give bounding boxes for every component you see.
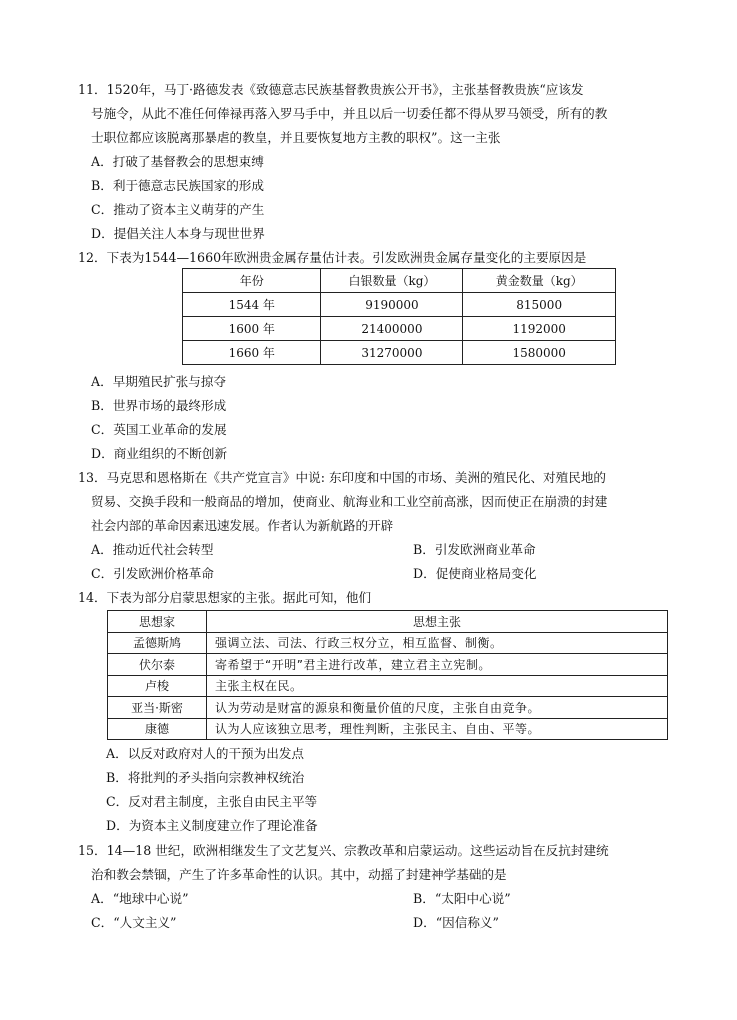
table-cell: 1544 年 <box>183 293 321 317</box>
q15-option-c: C．“人文主义” <box>91 915 177 930</box>
table-header-cell: 年份 <box>183 269 321 293</box>
q14-option-a: A．以反对政府对人的干预为出发点 <box>106 746 305 761</box>
table-cell: 寄希望于“开明”君主进行改革，建立君主立宪制。 <box>207 654 668 676</box>
q14-option-b: B．将批判的矛头指向宗教神权统治 <box>106 770 305 785</box>
table-cell: 伏尔泰 <box>108 654 207 676</box>
table-cell: 1580000 <box>463 341 616 365</box>
table-cell: 1192000 <box>463 317 616 341</box>
table-cell: 21400000 <box>321 317 463 341</box>
table-cell: 815000 <box>463 293 616 317</box>
table-row <box>108 697 668 719</box>
table-header-cell: 思想家 <box>108 611 207 633</box>
table-row <box>108 718 668 740</box>
q11-stem-line-1: 11．1520年，马丁·路德发表《致德意志民族基督教贵族公开书》，主张基督教贵族“应该发 <box>78 82 584 97</box>
q11-option-d: D．提倡关注人本身与现世世界 <box>91 226 265 241</box>
q13-option-b: B．引发欧洲商业革命 <box>413 542 536 557</box>
q11-option-a: A．打破了基督教会的思想束缚 <box>91 154 264 169</box>
q12-option-c: C．英国工业革命的发展 <box>91 422 227 437</box>
q14-stem: 14．下表为部分启蒙思想家的主张。据此可知，他们 <box>78 590 372 605</box>
q15-stem-line-2: 治和教会禁锢，产生了许多革命性的认识。其中，动摇了封建神学基础的是 <box>91 867 507 882</box>
table-header-cell: 黄金数量（kg） <box>463 269 616 293</box>
table-cell: 康德 <box>108 718 207 740</box>
q12-option-a: A．早期殖民扩张与掠夺 <box>91 374 227 389</box>
table-cell: 9190000 <box>321 293 463 317</box>
q12-option-d: D．商业组织的不断创新 <box>91 446 228 461</box>
q13-stem-line-3: 社会内部的革命因素迅速发展。作者认为新航路的开辟 <box>91 518 394 533</box>
q15-option-b: B．“太阳中心说” <box>413 891 511 906</box>
table-cell: 亚当·斯密 <box>108 697 207 719</box>
q12-table <box>182 268 616 365</box>
q12-stem: 12．下表为1544—1660年欧洲贵金属存量估计表。引发欧洲贵金属存量变化的主要原因是 <box>78 250 587 265</box>
table-row <box>183 317 616 341</box>
q13-option-d: D．促使商业格局变化 <box>413 566 537 581</box>
table-header-cell: 白银数量（kg） <box>321 269 463 293</box>
q15-stem-line-1: 15．14—18 世纪，欧洲相继发生了文艺复兴、宗教改革和启蒙运动。这些运动旨在反抗封建统 <box>78 843 609 858</box>
q11-option-c: C．推动了资本主义萌芽的产生 <box>91 202 265 217</box>
q13-option-c: C．引发欧洲价格革命 <box>91 566 214 581</box>
table-header-row <box>183 269 616 293</box>
q13-option-a: A．推动近代社会转型 <box>91 542 214 557</box>
q14-table <box>107 610 668 740</box>
table-row <box>183 341 616 365</box>
q11-option-b: B．利于德意志民族国家的形成 <box>91 178 264 193</box>
q14-option-c: C．反对君主制度，主张自由民主平等 <box>106 794 318 809</box>
table-row <box>183 293 616 317</box>
table-cell: 认为人应该独立思考，理性判断，主张民主、自由、平等。 <box>207 718 668 740</box>
q12-option-b: B．世界市场的最终形成 <box>91 398 227 413</box>
table-cell: 卢梭 <box>108 675 207 697</box>
q11-stem-line-2: 号施令，从此不准任何俸禄再落入罗马手中，并且以后一切委任都不得从罗马领受，所有的教 <box>91 106 608 121</box>
table-row <box>108 632 668 654</box>
table-header-cell: 思想主张 <box>207 611 668 633</box>
table-header-row <box>108 611 668 633</box>
q15-option-a: A．“地球中心说” <box>91 891 189 906</box>
table-cell: 1660 年 <box>183 341 321 365</box>
table-cell: 31270000 <box>321 341 463 365</box>
q13-stem-line-1: 13．马克思和恩格斯在《共产党宣言》中说: 东印度和中国的市场、美洲的殖民化、对殖民地的 <box>78 470 607 485</box>
table-cell: 强调立法、司法、行政三权分立，相互监督、制衡。 <box>207 632 668 654</box>
q14-option-d: D．为资本主义制度建立作了理论准备 <box>106 818 318 833</box>
q15-option-d: D．“因信称义” <box>413 915 499 930</box>
table-cell: 1600 年 <box>183 317 321 341</box>
table-cell: 主张主权在民。 <box>207 675 668 697</box>
q11-stem-line-3: 士职位都应该脱离那暴虐的教皇，并且要恢复地方主教的职权”。这一主张 <box>91 130 501 145</box>
table-cell: 孟德斯鸠 <box>108 632 207 654</box>
q13-stem-line-2: 贸易、交换手段和一般商品的增加，使商业、航海业和工业空前高涨，因而使正在崩溃的封建 <box>91 494 608 509</box>
table-row <box>108 654 668 676</box>
table-row <box>108 675 668 697</box>
table-cell: 认为劳动是财富的源泉和衡量价值的尺度，主张自由竞争。 <box>207 697 668 719</box>
